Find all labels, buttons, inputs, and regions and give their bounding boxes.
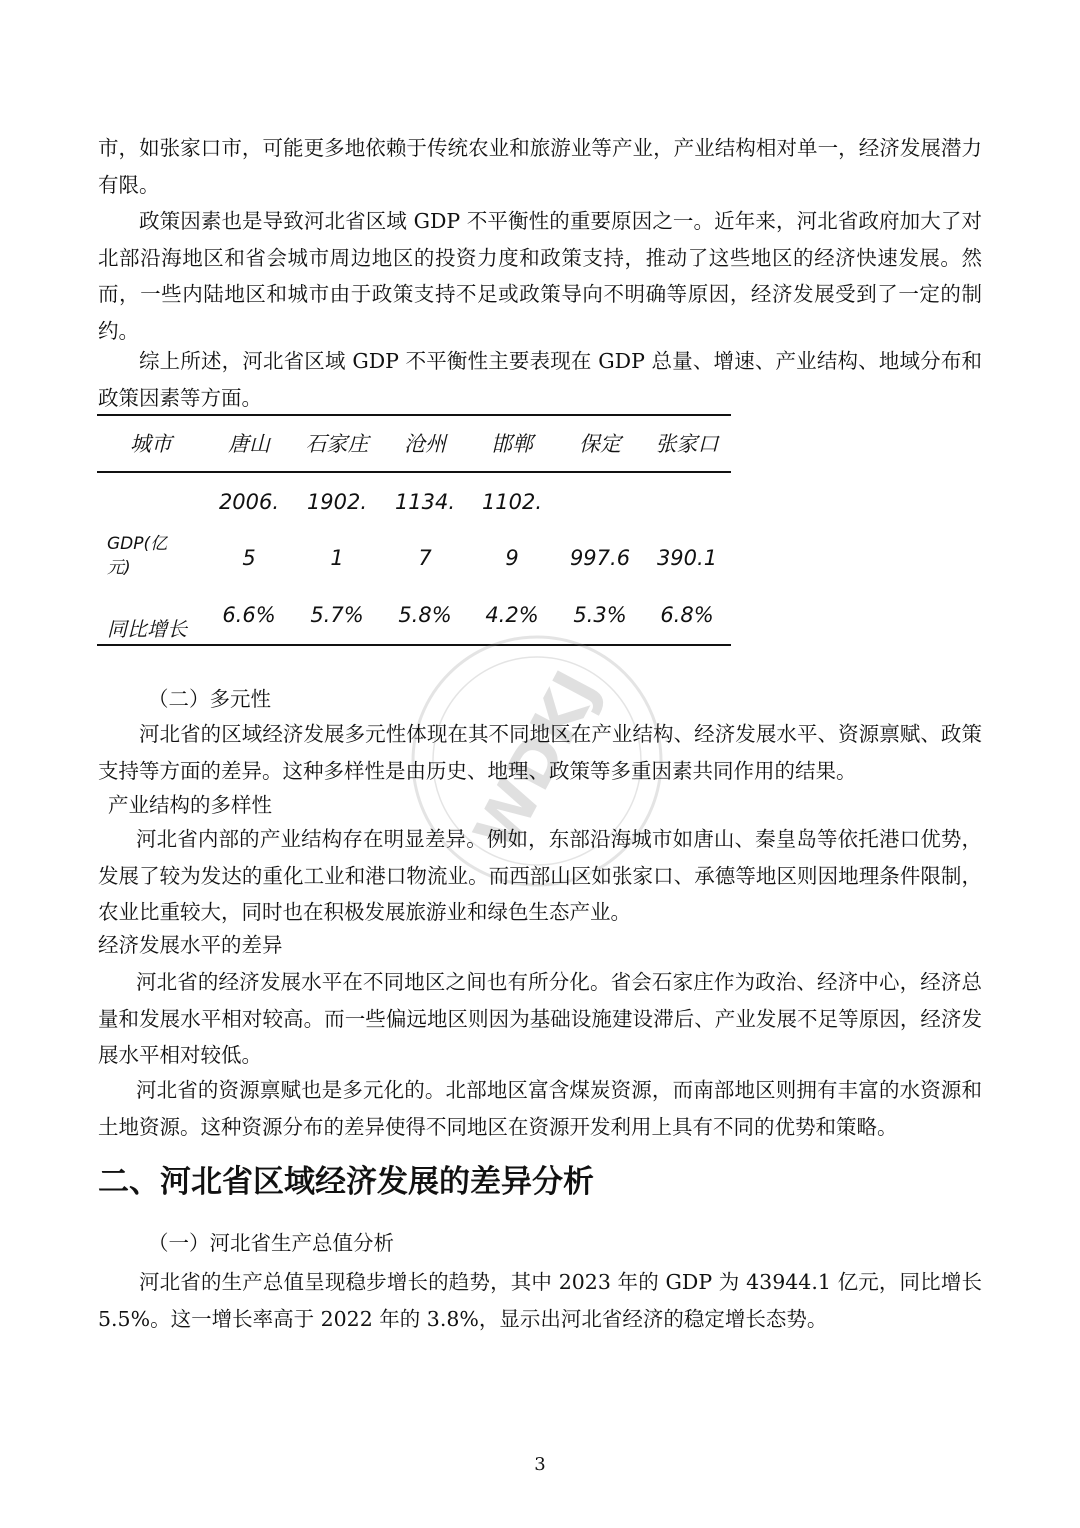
table-header-cell: 张家口 bbox=[655, 432, 719, 456]
table-cell: 5.8% bbox=[398, 603, 452, 627]
section-heading: 二、河北省区域经济发展的差异分析 bbox=[98, 1164, 594, 1200]
table-header-cell: 邯郸 bbox=[491, 432, 533, 456]
table-top-rule bbox=[97, 414, 731, 416]
table-header-cell: 城市 bbox=[130, 432, 172, 456]
table-row-label-gdp: GDP(亿元) bbox=[107, 534, 168, 578]
subheading-gdp-analysis: （一）河北省生产总值分析 bbox=[148, 1231, 394, 1255]
page-number: 3 bbox=[534, 1454, 546, 1475]
table-cell: 1134. bbox=[394, 490, 456, 514]
subheading-diversity: （二）多元性 bbox=[148, 687, 271, 711]
table-cell: 1 bbox=[330, 546, 344, 570]
paragraph-industry: 河北省内部的产业结构存在明显差异。例如，东部沿海城市如唐山、秦皇岛等依托港口优势，发展了较为发达的重化工业和港口物流业。而西部山区如张家口、承德等地区则因地理条件限制，农业比重较大，同时也在积极发展旅游业和绿色生态产业。 bbox=[98, 827, 982, 924]
table-header-cell: 沧州 bbox=[404, 432, 446, 456]
table-cell: 2006. bbox=[218, 490, 280, 514]
paragraph-continued: 市，如张家口市，可能更多地依赖于传统农业和旅游业等产业，产业结构相对单一，经济发展潜力有限。 bbox=[98, 136, 982, 197]
paragraph-diversity: 河北省的区域经济发展多元性体现在其不同地区在产业结构、经济发展水平、资源禀赋、政策支持等方面的差异。这种多样性是由历史、地理、政策等多重因素共同作用的结果。 bbox=[98, 722, 982, 783]
table-cell: 4.2% bbox=[485, 603, 539, 627]
paragraph-policy-factor: 政策因素也是导致河北省区域 GDP 不平衡性的重要原因之一。近年来，河北省政府加大了对北部沿海地区和省会城市周边地区的投资力度和政策支持，推动了这些地区的经济快速发展。然而，一些内陆地区和城市由于政策支持不足或政策导向不明确等原因，经济发展受到了一定的制约。 bbox=[98, 209, 982, 343]
paragraph-summary: 综上所述，河北省区域 GDP 不平衡性主要表现在 GDP 总量、增速、产业结构、地域分布和政策因素等方面。 bbox=[98, 349, 982, 410]
table-header-cell: 保定 bbox=[579, 432, 621, 456]
table-header-rule bbox=[97, 471, 731, 473]
table-cell: 5 bbox=[242, 546, 256, 570]
table-cell: 6.8% bbox=[660, 603, 714, 627]
table-cell: 390.1 bbox=[656, 546, 718, 570]
paragraph-economic-level: 河北省的经济发展水平在不同地区之间也有所分化。省会石家庄作为政治、经济中心，经济总量和发展水平相对较高。而一些偏远地区则因为基础设施建设滞后、产业发展不足等原因，经济发展水平相对较低。 bbox=[98, 970, 982, 1067]
table-row-label-growth: 同比增长 bbox=[107, 617, 187, 641]
table-cell: 7 bbox=[418, 546, 432, 570]
table-cell: 1902. bbox=[306, 490, 368, 514]
table-cell: 997.6 bbox=[569, 546, 631, 570]
subheading-industry: 产业结构的多样性 bbox=[108, 793, 272, 817]
table-cell: 9 bbox=[505, 546, 519, 570]
table-header-cell: 石家庄 bbox=[305, 432, 369, 456]
table-cell: 6.6% bbox=[222, 603, 276, 627]
subheading-economic-level: 经济发展水平的差异 bbox=[98, 933, 283, 957]
paragraph-gdp-analysis: 河北省的生产总值呈现稳步增长的趋势，其中 2023 年的 GDP 为 43944.1 亿元，同比增长 5.5%。这一增长率高于 2022 年的 3.8%，显示出河北省经济的稳定增长态势。 bbox=[98, 1270, 982, 1331]
watermark-text: WDKJ bbox=[459, 659, 614, 863]
gdp-table bbox=[97, 414, 731, 646]
table-header-cell: 唐山 bbox=[228, 432, 270, 456]
table-cell: 1102. bbox=[481, 490, 543, 514]
table-cell: 5.3% bbox=[573, 603, 627, 627]
paragraph-resources: 河北省的资源禀赋也是多元化的。北部地区富含煤炭资源，而南部地区则拥有丰富的水资源和土地资源。这种资源分布的差异使得不同地区在资源开发利用上具有不同的优势和策略。 bbox=[98, 1078, 982, 1139]
table-cell: 5.7% bbox=[310, 603, 364, 627]
